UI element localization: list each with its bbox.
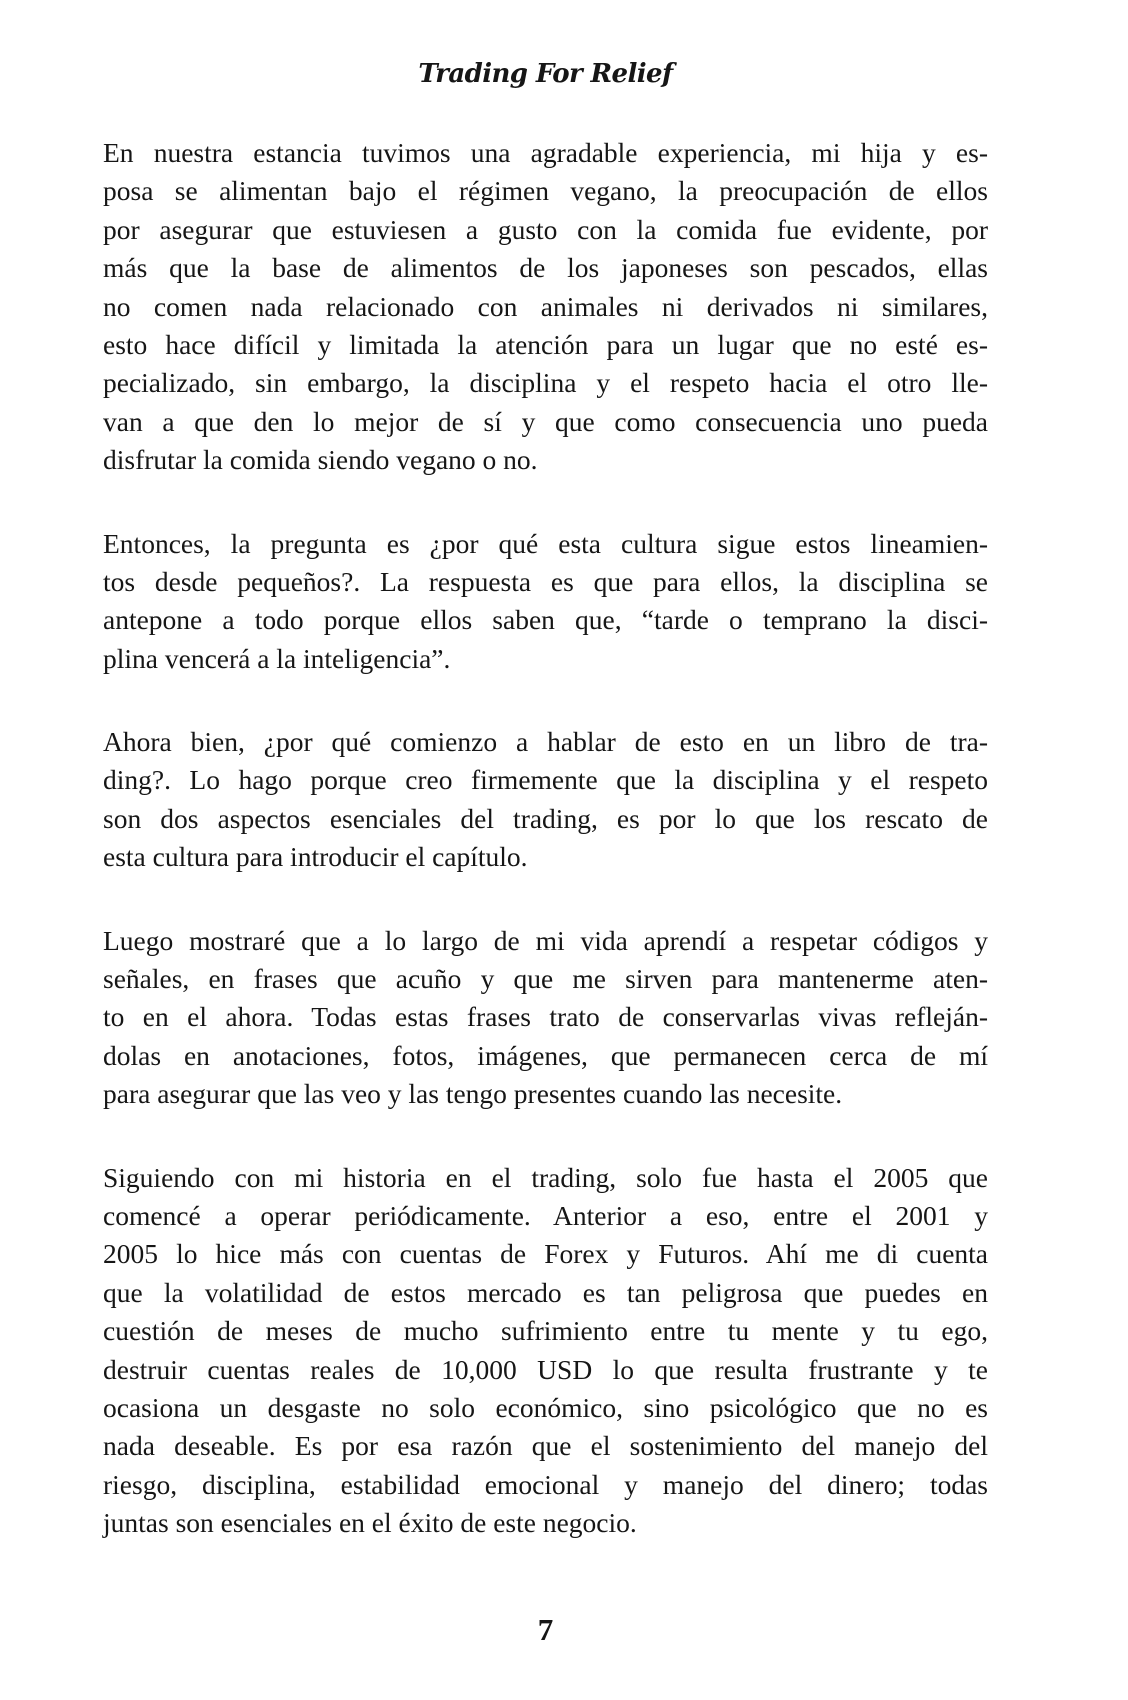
text-line: tos desde pequeños?. La respuesta es que para ellos, la disciplina se	[103, 565, 988, 597]
text-line: Luego mostraré que a lo largo de mi vida aprendí a respetar códigos y	[103, 924, 988, 956]
text-line: 2005 lo hice más con cuentas de Forex y Futuros. Ahí me di cuenta	[103, 1238, 988, 1270]
body-text	[103, 134, 988, 1588]
text-line: son dos aspectos esenciales del trading, es por lo que los rescato de	[103, 802, 988, 834]
text-line: juntas son esenciales en el éxito de este negocio.	[103, 1507, 637, 1539]
text-line: pecializado, sin embargo, la disciplina y el respeto hacia el otro lle-	[103, 367, 988, 399]
text-line: más que la base de alimentos de los japoneses son pescados, ellas	[103, 252, 988, 284]
text-line: ding?. Lo hago porque creo firmemente que la disciplina y el respeto	[103, 764, 988, 796]
paragraph-1	[103, 134, 988, 480]
text-line: van a que den lo mejor de sí y que como consecuencia uno pueda	[103, 405, 988, 437]
text-line: no comen nada relacionado con animales ni derivados ni similares,	[103, 290, 988, 322]
text-line: dolas en anotaciones, fotos, imágenes, que permanecen cerca de mí	[103, 1039, 988, 1071]
paragraph-4	[103, 922, 988, 1114]
text-line: to en el ahora. Todas estas frases trato de conservarlas vivas refleján-	[103, 1001, 988, 1033]
running-title: Trading For Relief	[418, 59, 673, 89]
text-line: plina vencerá a la inteligencia”.	[103, 642, 451, 674]
text-line: posa se alimentan bajo el régimen vegano, la preocupación de ellos	[103, 175, 988, 207]
text-line: ocasiona un desgaste no solo económico, sino psicológico que no es	[103, 1391, 988, 1423]
text-line: antepone a todo porque ellos saben que, “tarde o temprano la disci-	[103, 604, 988, 636]
text-line: En nuestra estancia tuvimos una agradable experiencia, mi hija y es-	[103, 137, 988, 168]
text-line: señales, en frases que acuño y que me sirven para mantenerme aten-	[103, 963, 988, 995]
paragraph-5	[103, 1159, 988, 1543]
text-line: disfrutar la comida siendo vegano o no.	[103, 444, 538, 476]
text-line: comencé a operar periódicamente. Anterior a eso, entre el 2001 y	[103, 1199, 988, 1231]
text-line: destruir cuentas reales de 10,000 USD lo que resulta frustrante y te	[103, 1353, 988, 1385]
text-line: riesgo, disciplina, estabilidad emocional y manejo del dinero; todas	[103, 1468, 988, 1500]
text-line: nada deseable. Es por esa razón que el sostenimiento del manejo del	[103, 1430, 988, 1462]
text-line: para asegurar que las veo y las tengo presentes cuando las necesite.	[103, 1078, 843, 1110]
text-line: por asegurar que estuviesen a gusto con la comida fue evidente, por	[103, 213, 988, 245]
paragraph-2	[103, 525, 988, 679]
text-line: esta cultura para introducir el capítulo.	[103, 841, 528, 873]
text-line: Ahora bien, ¿por qué comienzo a hablar de esto en un libro de tra-	[103, 726, 988, 758]
text-line: esto hace difícil y limitada la atención para un lugar que no esté es-	[103, 328, 988, 360]
text-line: Siguiendo con mi historia en el trading, solo fue hasta el 2005 que	[103, 1161, 988, 1193]
paragraph-3	[103, 723, 988, 877]
page-number: 7	[537, 1612, 554, 1647]
text-line: que la volatilidad de estos mercado es tan peligrosa que puedes en	[103, 1276, 988, 1308]
text-line: cuestión de meses de mucho sufrimiento entre tu mente y tu ego,	[103, 1315, 988, 1347]
text-line: Entonces, la pregunta es ¿por qué esta cultura sigue estos lineamien-	[103, 527, 988, 559]
